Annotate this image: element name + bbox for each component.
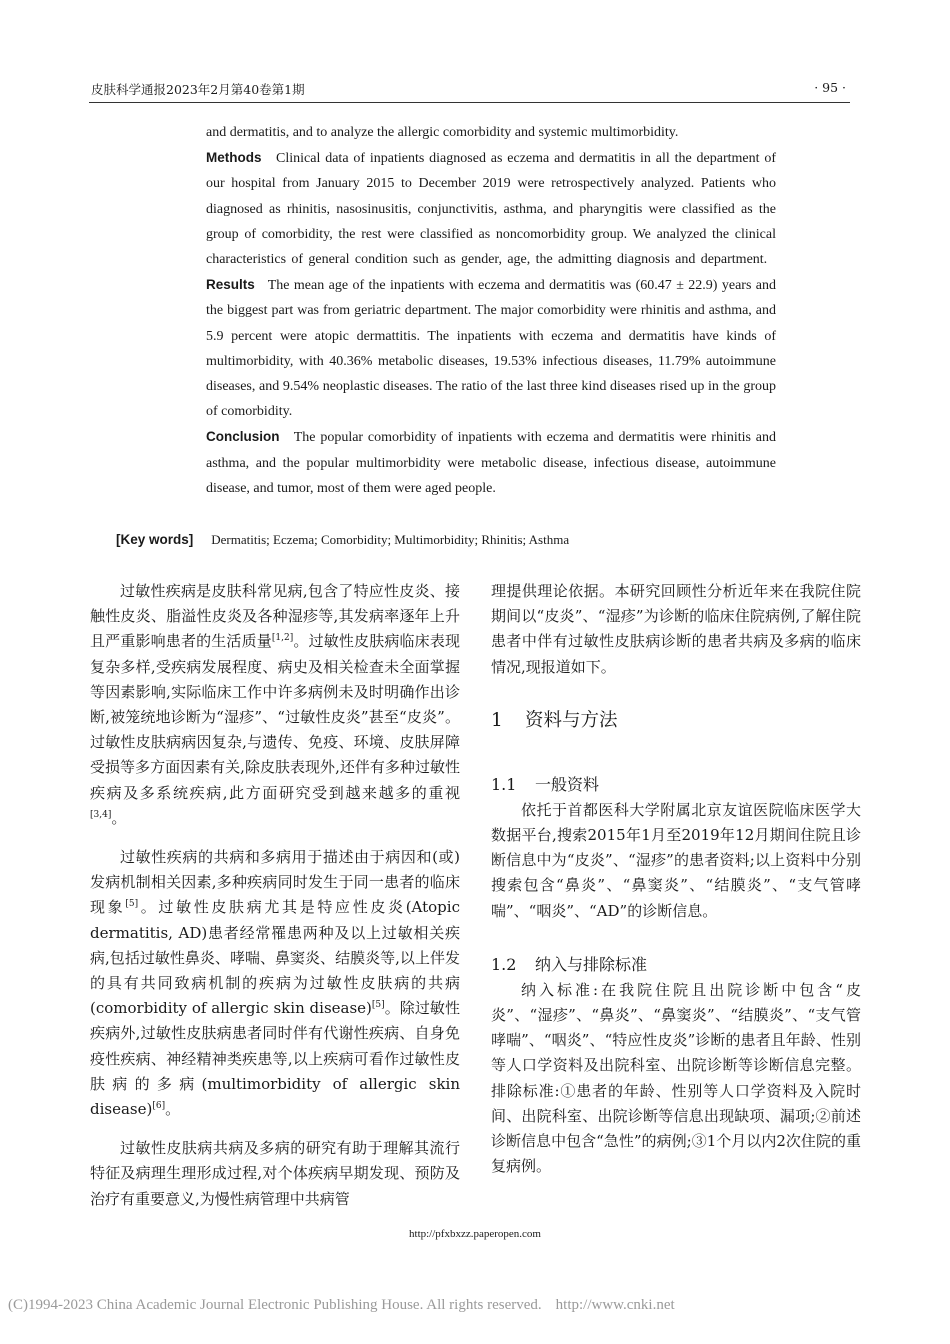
english-abstract bbox=[206, 120, 776, 501]
header-rule bbox=[89, 102, 850, 103]
intro-paragraph-3-continued: 理提供理论依据。本研究回顾性分析近年来在我院住院期间以“皮炎”、“湿疹”为诊断的临床住院病例,了解住院患者中伴有过敏性皮肤病诊断的患者共病及多病的临床情况,现报道如下。 bbox=[491, 582, 861, 676]
subsection-heading-1-2: 1.2 纳入与排除标准 bbox=[491, 954, 648, 974]
conclusion-label: Conclusion bbox=[206, 429, 280, 445]
conclusion-text: The popular comorbidity of inpatients with eczema and dermatitis were rhinitis and asthma, and the popular multimorbidity were metabolic disease, infectious disease, autoimmune disease, and tumor, most of them were aged people. bbox=[206, 430, 777, 496]
citation: [1,2] bbox=[271, 633, 294, 644]
intro-paragraph-2: 过敏性疾病的共病和多病用于描述由于病因和(或)发病机制相关因素,多种疾病同时发生于同一患者的临床现象[5]。过敏性皮肤病尤其是特应性皮炎(Atopic dermatitis, AD)患者经常罹患两种及以上过敏相关疾病,包括过敏性鼻炎、哮喘、鼻窦炎、结膜炎等,以上伴发的具有共同致病机制的疾病为过敏性皮肤病的共病(comorbidity of allergic skin disease)[5]。除过敏性疾病外,过敏性皮肤病患者同时伴有代谢性疾病、自身免疫性疾病、神经精神类疾患等,以上疾病可看作过敏性皮肤病的多病(multimorbidity of allergic skin disease)[6]。 bbox=[90, 848, 460, 1119]
results-label: Results bbox=[206, 277, 255, 293]
intro-paragraph-3: 过敏性皮肤病共病及多病的研究有助于理解其流行特征及病理生理形成过程,对个体疾病早期发现、预防及治疗有重要意义,为慢性病管理中共病管 bbox=[90, 1139, 460, 1208]
keywords bbox=[116, 532, 569, 548]
citation: [3,4] bbox=[90, 809, 112, 820]
subsection-heading-1-1: 1.1 一般资料 bbox=[491, 774, 600, 794]
abstract-line-1: and dermatitis, and to analyze the allergic comorbidity and systemic multimorbidity. bbox=[206, 125, 679, 140]
citation: [6] bbox=[152, 1101, 166, 1112]
cnki-url: http://www.cnki.net bbox=[555, 1297, 675, 1313]
body-right-column bbox=[491, 579, 861, 1179]
copyright-watermark: (C)1994-2023 China Academic Journal Electronic Publishing House. All rights reserved. http://www.cnki.net bbox=[8, 1297, 675, 1313]
results-text: The mean age of the inpatients with eczema and dermatitis was (60.47 ± 22.9) years and the biggest part was from geriatric department. The major comorbidity were rhinitis and asthma, and 5.9 percent were atopic dermattitis. The inpatients with eczema and dermatitis have kinds of multimorbidity, with 40.36% metabolic diseases, 19.53% infectious diseases, 11.79% autoimmune diseases, and 9.54% neoplastic diseases. The ratio of the last three kind diseases rised up in the group of comorbidity. bbox=[206, 278, 777, 420]
abstract-methods bbox=[206, 145, 776, 424]
keywords-label: [Key words] bbox=[116, 532, 194, 547]
body-left-column bbox=[90, 579, 460, 1212]
page-number: · 95 · bbox=[814, 80, 846, 95]
methods-text: Clinical data of inpatients diagnosed as eczema and dermatitis in all the department of our hospital from January 2015 to December 2019 were retrospectively analyzed. Patients who diagnosed as rhinitis, nasosinusitis, conjunctivitis, asthma, and pharyngitis were classified as the group of comorbidity, the rest were classified as noncomorbidity group. We analyzed the clinical characteristics of general condition such as gender, age, the admitting diagnosis and department. bbox=[206, 151, 776, 268]
running-header-journal: 皮肤科学通报2023年2月第40卷第1期 bbox=[91, 82, 305, 97]
footer-url: http://pfxbxzz.paperopen.com bbox=[409, 1228, 541, 1240]
section-1-2-paragraph: 纳入标准:在我院住院且出院诊断中包含“皮炎”、“湿疹”、“鼻炎”、“鼻窦炎”、“结膜炎”、“支气管哮喘”、“咽炎”、“特应性皮炎”诊断的患者且年龄、性别等人口学资料及出院科室、出院诊断等诊断信息完整。排除标准:①患者的年龄、性别等人口学资料及入院时间、出院科室、出院诊断等信息出现缺项、漏项;②前述诊断信息中包含“急性”的病例;③1个月以内2次住院的重复病例。 bbox=[491, 980, 861, 1176]
citation: [5] bbox=[125, 899, 139, 910]
methods-label: Methods bbox=[206, 150, 262, 166]
section-heading-1: 1 资料与方法 bbox=[491, 709, 618, 731]
citation: [5] bbox=[371, 1000, 385, 1011]
section-1-1-paragraph: 依托于首都医科大学附属北京友谊医院临床医学大数据平台,搜索2015年1月至2019年12月期间住院且诊断信息中为“皮炎”、“湿疹”的患者资料;以上资料中分别搜索包含“鼻炎”、“鼻窦炎”、“结膜炎”、“支气管哮喘”、“咽炎”、“AD”的诊断信息。 bbox=[491, 800, 861, 920]
intro-paragraph-1: 过敏性疾病是皮肤科常见病,包含了特应性皮炎、接触性皮炎、脂溢性皮炎及各种湿疹等,其发病率逐年上升且严重影响患者的生活质量[1,2]。过敏性皮肤病临床表现复杂多样,受疾病发展程度、病史及相关检查未全面掌握等因素影响,实际临床工作中许多病例未及时明确作出诊断,被笼统地诊断为“湿疹”、“过敏性皮炎”甚至“皮炎”。过敏性皮肤病病因复杂,与遗传、免疫、环境、皮肤屏障受损等多方面因素有关,除皮肤表现外,还伴有多种过敏性疾病及多系统疾病,此方面研究受到越来越多的重视[3,4]。 bbox=[90, 582, 460, 827]
abstract-conclusion bbox=[206, 424, 776, 501]
keywords-text: Dermatitis; Eczema; Comorbidity; Multimorbidity; Rhinitis; Asthma bbox=[211, 532, 570, 547]
